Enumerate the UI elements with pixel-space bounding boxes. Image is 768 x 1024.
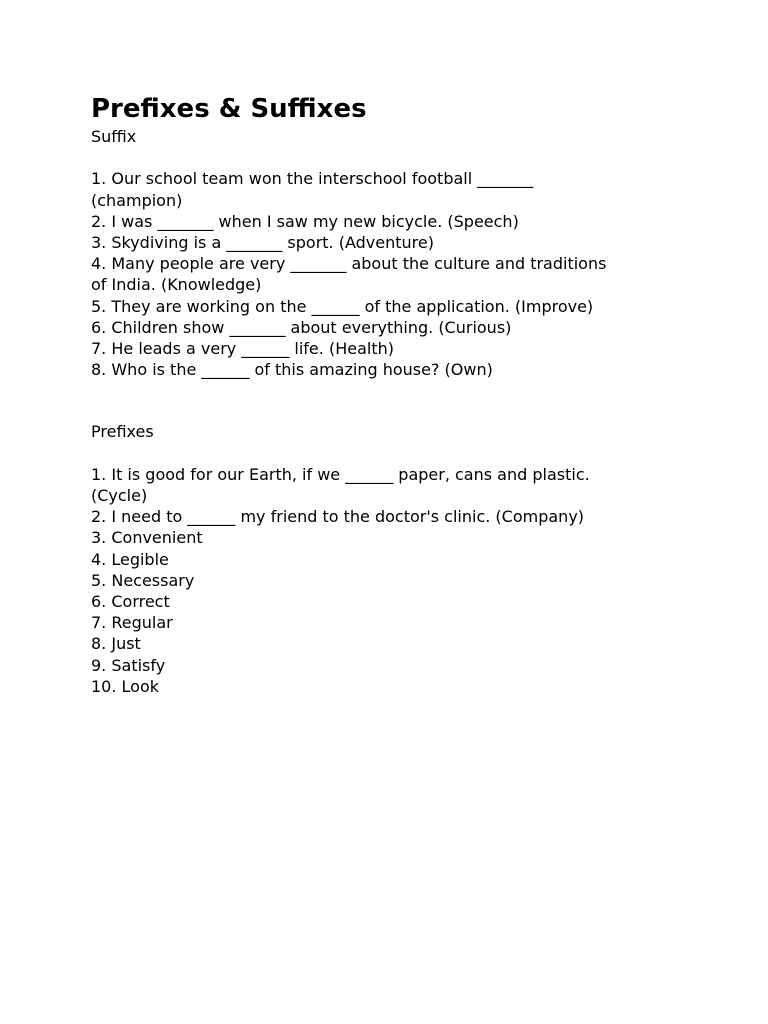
prefix-line: 9. Satisfy: [91, 655, 166, 675]
spacer: [91, 147, 681, 168]
suffix-line: 7. He leads a very ______ life. (Health): [91, 339, 394, 359]
prefix-line: 1. It is good for our Earth, if we ______ paper, cans and plastic.: [91, 464, 590, 484]
prefix-line: 6. Correct: [91, 592, 170, 612]
prefix-heading: Prefixes: [91, 422, 154, 442]
suffix-line: 8. Who is the ______ of this amazing house? (Own): [91, 360, 493, 380]
suffix-line: 3. Skydiving is a _______ sport. (Adventure): [91, 233, 434, 252]
prefix-line: 7. Regular: [91, 613, 173, 633]
prefix-line: 8. Just: [91, 634, 141, 654]
suffix-line: 4. Many people are very _______ about the culture and traditions: [91, 254, 607, 274]
prefix-line: 5. Necessary: [91, 570, 195, 590]
prefix-line: 3. Convenient: [91, 528, 203, 548]
suffix-line: 5. They are working on the ______ of the application. (Improve): [91, 296, 594, 316]
suffix-line: 2. I was _______ when I saw my new bicycle. (Speech): [91, 211, 519, 231]
suffix-section: [91, 126, 681, 380]
suffix-line: 6. Children show _______ about everything. (Curious): [91, 317, 512, 337]
prefix-line: 4. Legible: [91, 549, 169, 569]
suffix-line: of India. (Knowledge): [91, 275, 262, 295]
prefix-section: [91, 421, 681, 697]
page-title: Prefixes & Suffixes: [91, 94, 367, 124]
prefix-line: (Cycle): [91, 486, 148, 506]
spacer: [91, 443, 681, 464]
prefix-line: 2. I need to ______ my friend to the doctor's clinic. (Company): [91, 507, 585, 527]
suffix-heading: Suffix: [91, 127, 137, 146]
suffix-line: (champion): [91, 190, 183, 210]
section-spacer: [91, 380, 681, 421]
suffix-line: 1. Our school team won the interschool football _______: [91, 169, 534, 189]
worksheet-page: [91, 92, 681, 697]
prefix-line: 10. Look: [91, 676, 160, 696]
